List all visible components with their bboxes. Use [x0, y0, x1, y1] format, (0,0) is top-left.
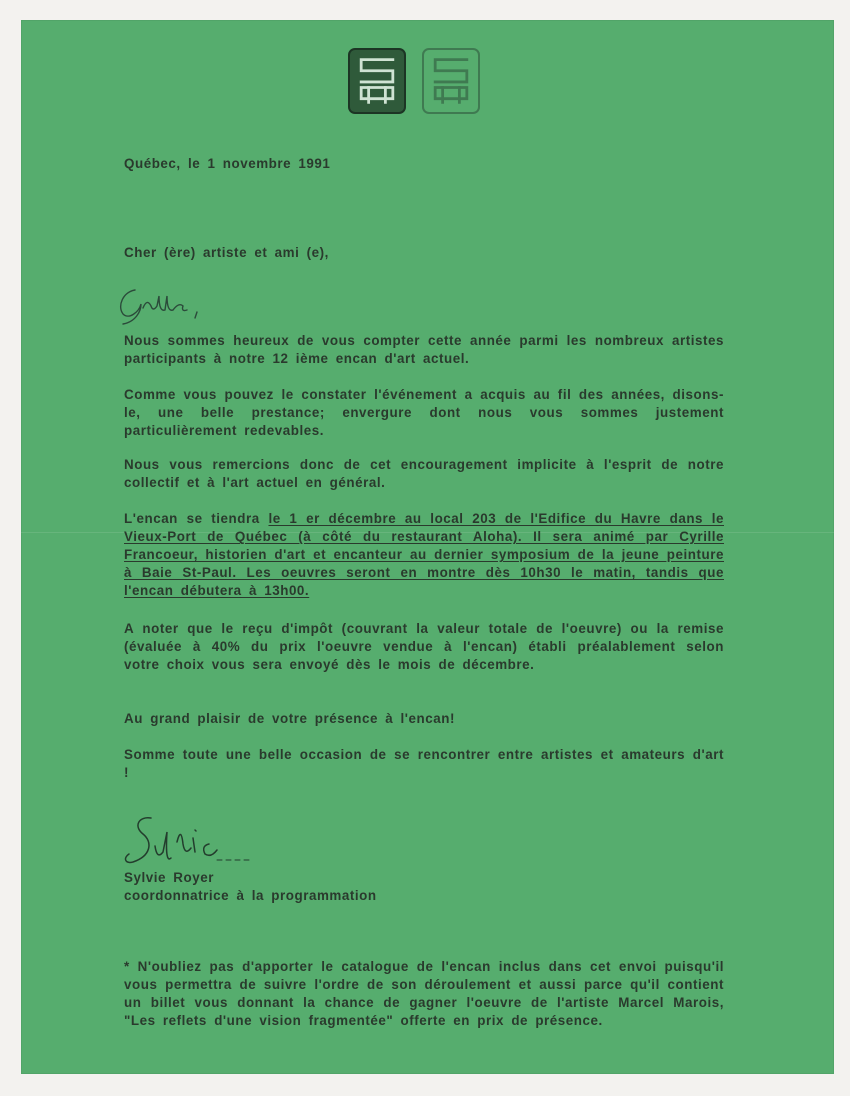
- paragraph-3: Nous vous remercions donc de cet encouragement implicite à l'esprit de notre collectif et à l'art actuel en général.: [124, 457, 724, 490]
- paragraph-7: Somme toute une belle occasion de se rencontrer entre artistes et amateurs d'art !: [124, 747, 724, 780]
- letter-sheet: [21, 20, 834, 1074]
- postscript: * N'oubliez pas d'apporter le catalogue de l'encan inclus dans cet envoi puisqu'il vous permettra de suivre l'ordre de son déroulement et aussi parce qu'il contient un billet vous donnant la chance de gagner l'oeuvre de l'artiste Marcel Marois, "Les reflets d'une vision fragmentée" offerte en prix de présence.: [124, 959, 724, 1028]
- handwritten-signature: [121, 812, 251, 870]
- signer-title: coordonnatrice à la programmation: [124, 888, 377, 903]
- paragraph-1: Nous sommes heureux de vous compter cette année parmi les nombreux artistes participants à notre 12 ième encan d'art actuel.: [124, 333, 724, 366]
- letterhead-logo-dark: [348, 48, 406, 114]
- paragraph-2: Comme vous pouvez le constater l'événement a acquis au fil des années, disons-le, une belle prestance; envergure dont nous vous sommes justement particulièrement redevables.: [124, 387, 724, 438]
- salutation: Cher (ère) artiste et ami (e),: [124, 245, 329, 260]
- letterhead-logo-light: [422, 48, 480, 114]
- date-line: Québec, le 1 novembre 1991: [124, 156, 331, 171]
- paragraph-4-intro: L'encan se tiendra: [124, 511, 269, 526]
- event-details: le 1 er décembre au local 203 de l'Edifice du Havre dans le Vieux-Port de Québec (à côté du restaurant Aloha). Il sera animé par Cyrille Francoeur, historien d'art et encanteur au dernier symposium de la jeune peinture à Baie St-Paul. Les oeuvres seront en montre dès 10h30 le matin, tandis que l'encan débutera à 13h00.: [124, 511, 724, 598]
- signer-name: Sylvie Royer: [124, 870, 214, 885]
- paragraph-4: [124, 510, 724, 600]
- handwritten-greeting: [113, 282, 223, 328]
- paragraph-6: Au grand plaisir de votre présence à l'encan!: [124, 711, 455, 726]
- paragraph-5: A noter que le reçu d'impôt (couvrant la valeur totale de l'oeuvre) ou la remise (évaluée à 40% du prix l'oeuvre vendue à l'encan) établi préalablement selon votre choix vous sera envoyé dès le mois de décembre.: [124, 621, 724, 672]
